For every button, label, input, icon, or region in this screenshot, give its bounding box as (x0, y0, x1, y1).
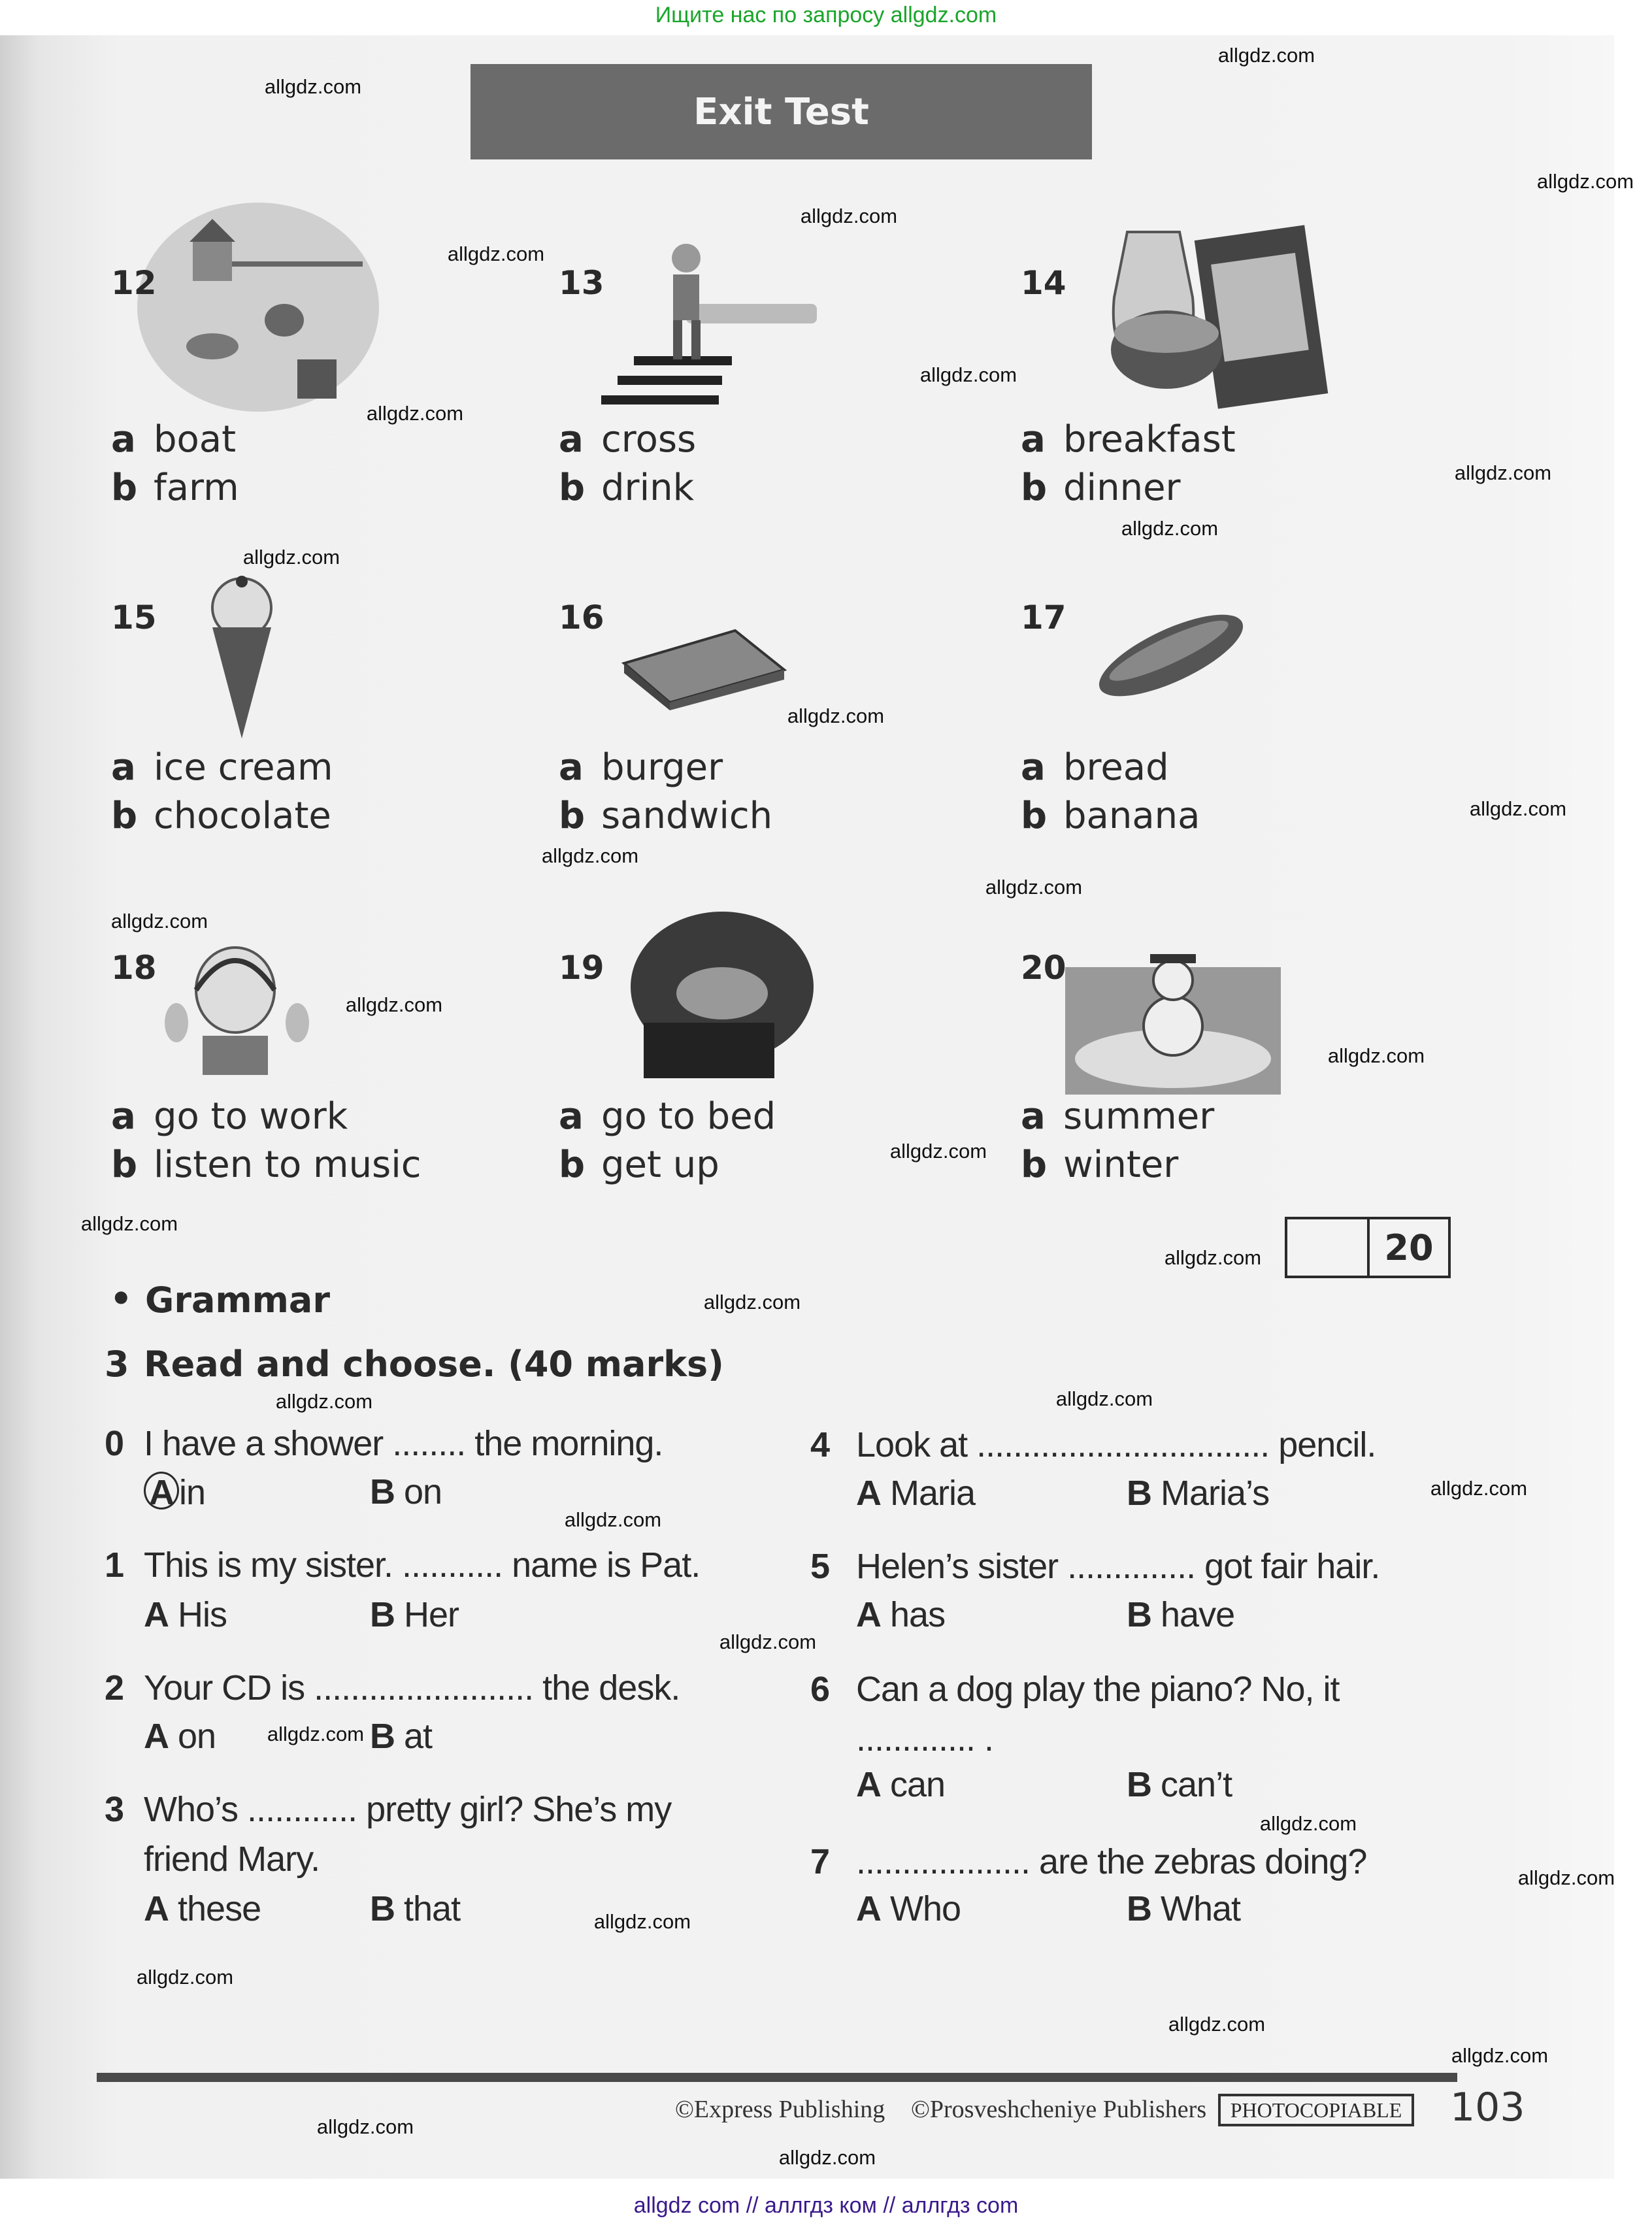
question-number: 1 (105, 1545, 124, 1585)
score-box (1285, 1217, 1451, 1278)
option-B-text: at (404, 1717, 433, 1756)
option-a[interactable] (559, 746, 723, 789)
option-a-text: boat (154, 418, 237, 461)
watermark: allgdz.com (1168, 2013, 1266, 2036)
option-A[interactable] (144, 1472, 205, 1513)
option-letter: a (1021, 1095, 1046, 1138)
option-A[interactable] (144, 1889, 261, 1929)
option-b[interactable] (1021, 1144, 1178, 1186)
item-number: 15 (111, 599, 157, 636)
option-A-text: can (890, 1765, 946, 1804)
question-number: 2 (105, 1668, 124, 1708)
watermark: allgdz.com (1164, 1246, 1262, 1269)
sandwich-picture (618, 624, 791, 712)
watermark: allgdz.com (593, 1910, 691, 1933)
option-letter: B (1127, 1474, 1151, 1513)
bread-picture (1091, 604, 1251, 706)
publisher-prosveshcheniye: ©Prosveshcheniye Publishers (911, 2096, 1207, 2123)
option-letter: A (856, 1765, 881, 1804)
question-text: Look at ................................ pencil. (856, 1425, 1376, 1464)
option-B-text: can’t (1161, 1765, 1232, 1804)
task-number: 3 (105, 1344, 129, 1385)
option-b-text: winter (1063, 1144, 1179, 1186)
option-A-text: His (178, 1595, 227, 1634)
item-number: 16 (559, 599, 604, 636)
option-letter: b (111, 795, 138, 837)
watermark: allgdz.com (719, 1630, 817, 1653)
watermark: allgdz.com (919, 363, 1017, 386)
option-B[interactable] (370, 1472, 442, 1512)
option-A-text: in (179, 1473, 206, 1512)
score-total: 20 (1384, 1227, 1434, 1268)
option-a-text: burger (601, 746, 723, 789)
question-text: Helen’s sister .............. got fair hair. (856, 1547, 1380, 1586)
photocopiable-label: PHOTOCOPIABLE (1218, 2094, 1414, 2126)
option-b[interactable] (111, 795, 331, 837)
watermark: allgdz.com (275, 1390, 373, 1413)
option-b[interactable] (1021, 795, 1200, 837)
watermark: allgdz.com (1121, 517, 1219, 540)
watermark: allgdz.com (264, 75, 362, 98)
option-a-text: cross (601, 418, 697, 461)
task-title: Read and choose. (40 marks) (144, 1344, 724, 1385)
sleeping-picture (624, 908, 814, 1081)
watermark: allgdz.com (541, 844, 639, 867)
boy-crossing-picture (588, 239, 817, 408)
publisher-express: ©Express Publishing (675, 2096, 885, 2123)
option-B[interactable] (370, 1889, 460, 1929)
watermark: allgdz.com (1055, 1387, 1153, 1410)
option-letter: A (144, 1717, 169, 1756)
option-letter: b (1021, 1144, 1048, 1186)
option-letter: A (856, 1595, 881, 1634)
option-B-text: Her (404, 1595, 459, 1634)
option-letter: b (559, 795, 586, 837)
item-number: 18 (111, 949, 157, 987)
option-A[interactable] (856, 1764, 945, 1805)
watermark: allgdz.com (1327, 1044, 1425, 1067)
option-a[interactable] (111, 746, 333, 789)
question-text: Can a dog play the piano? No, it (856, 1670, 1340, 1709)
question-text: ............. . (856, 1719, 994, 1758)
option-b-text: get up (601, 1144, 719, 1186)
option-B-text: that (404, 1889, 461, 1928)
watermark: allgdz.com (366, 402, 464, 425)
option-b-text: drink (601, 467, 695, 509)
option-letter: a (1021, 418, 1046, 461)
watermark: allgdz.com (447, 242, 545, 265)
option-b-text: sandwich (601, 795, 773, 837)
option-letter: A (856, 1474, 881, 1513)
option-A[interactable] (144, 1716, 216, 1757)
option-b-text: farm (154, 467, 239, 509)
option-a-text: breakfast (1063, 418, 1236, 461)
option-a[interactable] (111, 418, 236, 461)
option-a[interactable] (559, 1095, 776, 1138)
option-letter: B (370, 1717, 395, 1756)
option-B-text: What (1161, 1889, 1241, 1928)
watermark: allgdz.com (787, 704, 885, 727)
option-letter: b (559, 1144, 586, 1186)
option-B[interactable] (1127, 1764, 1232, 1805)
option-A-text: on (178, 1717, 216, 1756)
option-a[interactable] (1021, 1095, 1214, 1138)
option-B[interactable] (1127, 1889, 1240, 1929)
option-letter: a (111, 746, 136, 789)
question-text: ................... are the zebras doing? (856, 1842, 1367, 1881)
option-letter: a (559, 1095, 584, 1138)
question-text: Who’s ............ pretty girl? She’s my (144, 1790, 672, 1829)
option-letter: A (144, 1889, 169, 1928)
grammar-heading: Grammar (145, 1280, 330, 1321)
option-A-text: these (178, 1889, 261, 1928)
watermark: allgdz.com (703, 1291, 801, 1313)
question-number: 3 (105, 1790, 124, 1829)
question-text: I have a shower ........ the morning. (144, 1424, 663, 1463)
option-A[interactable] (856, 1473, 975, 1513)
watermark: allgdz.com (778, 2146, 876, 2169)
option-a[interactable] (559, 418, 696, 461)
option-letter: b (559, 467, 586, 509)
watermark: allgdz.com (889, 1140, 987, 1163)
option-letter: a (559, 746, 584, 789)
watermark: allgdz.com (242, 546, 340, 569)
option-A-text: Who (890, 1889, 961, 1928)
option-B-text: on (404, 1472, 442, 1511)
watermark: allgdz.com (80, 1212, 178, 1235)
option-letter: B (370, 1889, 395, 1928)
watermark: allgdz.com (800, 205, 898, 227)
option-letter: b (111, 1144, 138, 1186)
question-text: Your CD is ........................ the desk. (144, 1668, 680, 1708)
option-letter: B (1127, 1889, 1151, 1928)
option-a[interactable] (1021, 418, 1236, 461)
option-letter: a (111, 1095, 136, 1138)
option-B[interactable] (1127, 1473, 1269, 1513)
option-A-text: Maria (890, 1474, 976, 1513)
watermark: allgdz.com (267, 1723, 365, 1745)
option-letter: b (1021, 467, 1048, 509)
option-a-text: go to work (154, 1095, 348, 1138)
option-a-text: go to bed (601, 1095, 776, 1138)
question-number: 6 (810, 1670, 830, 1709)
option-letter: a (1021, 746, 1046, 789)
option-a[interactable] (111, 1095, 348, 1138)
option-b-text: banana (1063, 795, 1200, 837)
watermark: allgdz.com (316, 2115, 414, 2138)
footer-divider (97, 2073, 1457, 2082)
option-B[interactable] (370, 1594, 459, 1635)
option-A-text: has (890, 1595, 946, 1634)
watermark: allgdz.com (1517, 1866, 1615, 1889)
item-number: 13 (559, 264, 604, 302)
option-A[interactable] (144, 1594, 227, 1635)
page-number: 103 (1450, 2085, 1525, 2130)
score-blank-cell[interactable] (1287, 1219, 1370, 1276)
option-letter: a (559, 418, 584, 461)
option-a-text: ice cream (154, 746, 333, 789)
option-letter: B (1127, 1595, 1151, 1634)
grammar-bullet: • (110, 1278, 133, 1319)
question-number: 7 (810, 1842, 830, 1881)
bottom-site-links[interactable]: allgdz com // аллгдз ком // аллгдз com (633, 2193, 1019, 2218)
option-a-text: summer (1063, 1095, 1215, 1138)
option-A[interactable] (856, 1889, 961, 1929)
option-b[interactable] (559, 795, 772, 837)
watermark: allgdz.com (136, 1966, 234, 1989)
watermark: allgdz.com (345, 993, 443, 1016)
option-letter: B (370, 1595, 395, 1634)
option-a-text: bread (1063, 746, 1169, 789)
item-number: 14 (1021, 264, 1066, 302)
item-number: 19 (559, 949, 604, 987)
question-number: 0 (105, 1424, 124, 1463)
watermark: allgdz.com (110, 910, 208, 933)
watermark: allgdz.com (1536, 170, 1634, 193)
option-b[interactable] (1021, 467, 1181, 509)
option-letter: B (370, 1472, 395, 1511)
watermark: allgdz.com (985, 876, 1083, 899)
watermark: allgdz.com (564, 1508, 662, 1531)
item-number: 20 (1021, 949, 1066, 987)
ice-cream-picture (196, 575, 288, 742)
option-letter: A (144, 1595, 169, 1634)
option-B-text: Maria’s (1161, 1474, 1270, 1513)
option-B[interactable] (370, 1716, 432, 1757)
option-b[interactable] (111, 1144, 421, 1186)
watermark: allgdz.com (1430, 1477, 1528, 1500)
option-b-text: listen to music (154, 1144, 421, 1186)
girl-headphones-picture (163, 944, 310, 1075)
watermark: allgdz.com (1259, 1812, 1357, 1835)
option-a[interactable] (1021, 746, 1169, 789)
question-number: 4 (810, 1425, 830, 1464)
selected-answer-circle: A (144, 1472, 179, 1510)
watermark: allgdz.com (1217, 44, 1315, 67)
option-b[interactable] (559, 1144, 719, 1186)
watermark: allgdz.com (1469, 797, 1567, 820)
snowman-picture (1065, 928, 1281, 1095)
option-b-text: chocolate (154, 795, 331, 837)
option-letter: b (1021, 795, 1048, 837)
option-letter: b (111, 467, 138, 509)
option-b[interactable] (559, 467, 694, 509)
watermark: allgdz.com (1451, 2044, 1549, 2067)
option-letter: A (856, 1889, 881, 1928)
breakfast-cereal-picture (1108, 219, 1330, 415)
option-b[interactable] (111, 467, 239, 509)
question-number: 5 (810, 1547, 830, 1586)
option-b-text: dinner (1063, 467, 1181, 509)
watermark: allgdz.com (1454, 461, 1552, 484)
option-letter: a (111, 418, 136, 461)
page-title: Exit Test (471, 64, 1092, 159)
farm-picture (134, 196, 382, 415)
item-number: 12 (111, 264, 157, 302)
option-A[interactable] (856, 1594, 945, 1635)
question-text: This is my sister. ........... name is Pat. (144, 1545, 701, 1585)
option-letter: B (1127, 1765, 1151, 1804)
option-B[interactable] (1127, 1594, 1234, 1635)
item-number: 17 (1021, 599, 1066, 636)
option-B-text: have (1161, 1595, 1235, 1634)
question-text: friend Mary. (144, 1840, 320, 1879)
top-banner[interactable]: Ищите нас по запросу allgdz.com (655, 3, 997, 27)
